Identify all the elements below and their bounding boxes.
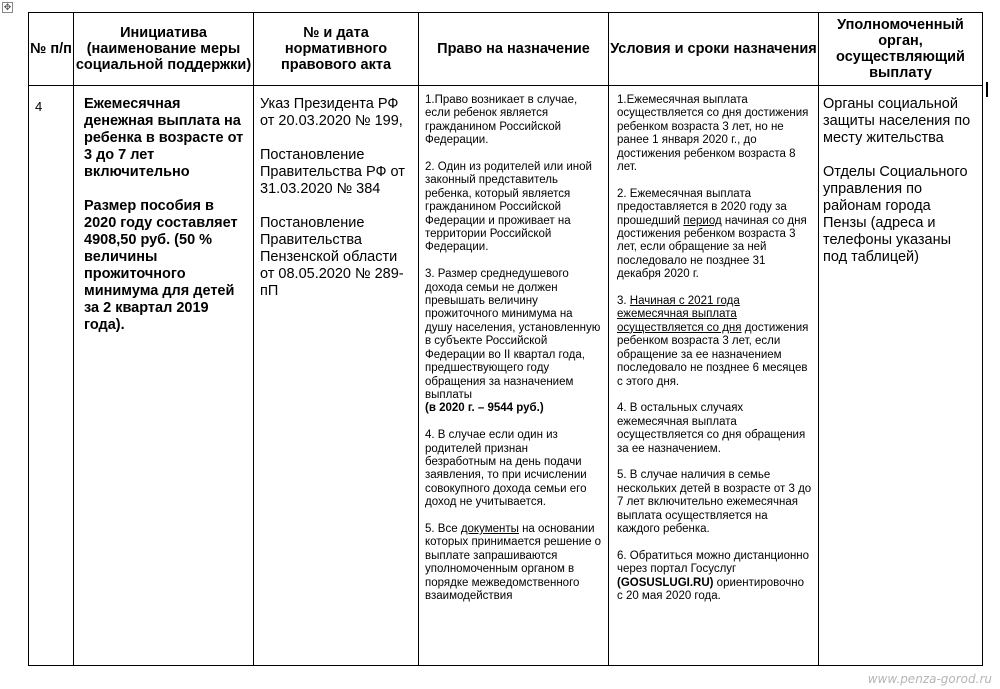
condition-item-1: 1.Ежемесячная выплата осуществляется со дня достижения ребенком возраста 3 лет, но не ранее 1 января 2020 г., до достижения ребенком возраста 8 лет. (617, 94, 809, 174)
authority-cell (819, 86, 983, 666)
condition-item-5: 5. В случае наличия в семье нескольких детей в возрасте от 3 до 7 лет включительно ежемесячная выплата осуществляется на каждого ребенка. (617, 469, 812, 535)
condition-item-2-start: 2. Ежемесячная выплата предоставляется в 2020 году за прошедший (617, 187, 787, 227)
initiative-cell (74, 86, 254, 666)
header-num: № п/п (29, 13, 74, 86)
act-regional-resolution: Постановление Правительства Пензенской области от 08.05.2020 № 289-пП (260, 215, 404, 299)
right-item-3-amount: (в 2020 г. – 9544 руб.) (425, 402, 544, 415)
condition-item-4: 4. В остальных случаях ежемесячная выплата осуществляется со дня обращения за ее назначением. (617, 402, 806, 455)
condition-item-3-underlined: Начиная с 2021 года ежемесячная выплата осуществляется со дня (617, 295, 742, 334)
header-row (29, 13, 983, 86)
initiative-title: Ежемесячная денежная выплата на ребенка в возрасте от 3 до 7 лет включительно (84, 96, 244, 180)
right-item-5-start: 5. Все (425, 522, 461, 535)
right-item-1: 1.Право возникает в случае, если ребенок является гражданином Российской Федерации. (425, 94, 578, 147)
right-item-3-text: 3. Размер среднедушевого дохода семьи не должен превышать величину прожиточного минимума на душу населения, установленную в субъекте Российской Федерации во II квартал года, предшествующего году обращения за назначением выплаты (425, 268, 601, 401)
act-government-resolution: Постановление Правительства РФ от 31.03.2020 № 384 (260, 147, 405, 197)
right-item-2: 2. Один из родителей или иной законный представитель ребенка, который является гражданином Российской Федерации и проживает на территории Российской Федерации. (425, 161, 592, 254)
right-cell (419, 86, 609, 666)
row-number: 4 (29, 86, 74, 666)
header-conditions: Условия и сроки назначения (609, 13, 819, 86)
header-right: Право на назначение (419, 13, 609, 86)
text-cursor (986, 82, 988, 97)
act-decree: Указ Президента РФ от 20.03.2020 № 199, (260, 96, 403, 129)
condition-item-3 (617, 295, 812, 389)
right-item-4: 4. В случае если один из родителей признан безработным на день подачи заявления, то при исчислении совокупного дохода семьи его доход не учитывается. (425, 429, 587, 509)
condition-item-6-end: ориентировочно с 20 мая 2020 года. (617, 576, 804, 602)
condition-item-2 (617, 188, 812, 282)
condition-item-2-period: период (683, 214, 722, 227)
initiative-amount: Размер пособия в 2020 году составляет 4908,50 руб. (50 % величины прожиточного минимума для детей за 2 квартал 2019 года). (84, 198, 238, 333)
condition-item-6 (617, 550, 812, 604)
condition-item-2-end: начиная со дня достижения ребенком возраста 3 лет, если обращение за ней последовало не позднее 31 декабря 2020 г. (617, 214, 807, 281)
table-row (29, 86, 983, 666)
social-support-table (28, 12, 983, 666)
header-authority: Уполномоченный орган, осуществляющий выплату (819, 13, 983, 86)
condition-item-6-start: 6. Обратиться можно дистанционно через портал Госуслуг (617, 549, 810, 576)
table-move-handle-icon[interactable]: ✥ (3, 2, 12, 12)
acts-cell (254, 86, 419, 666)
right-item-3 (425, 268, 602, 415)
condition-item-6-portal: (GOSUSLUGI.RU) (617, 576, 714, 589)
right-item-5-end: на основании которых принимается решение о выплате запрашиваются уполномоченным органом в порядке межведомственного взаимодействия (425, 522, 602, 602)
header-act: № и дата нормативного правового акта (254, 13, 419, 86)
authority-social-departments: Отделы Социального управления по районам города Пензы (адреса и телефоны указаны под таблицей) (823, 164, 968, 265)
right-item-5-documents: документы (460, 522, 519, 535)
header-initiative: Инициатива (наименование меры социальной поддержки) (74, 13, 254, 86)
authority-social-protection: Органы социальной защиты населения по месту жительства (823, 96, 971, 146)
conditions-cell (609, 86, 819, 666)
condition-item-3-end: достижения ребенком возраста 3 лет, если обращение за ее назначением последовало не позднее 6 месяцев с этого дня. (617, 321, 809, 388)
right-item-5 (425, 523, 602, 603)
watermark: www.penza-gorod.ru (867, 672, 992, 686)
condition-item-3-start: 3. (617, 295, 630, 308)
